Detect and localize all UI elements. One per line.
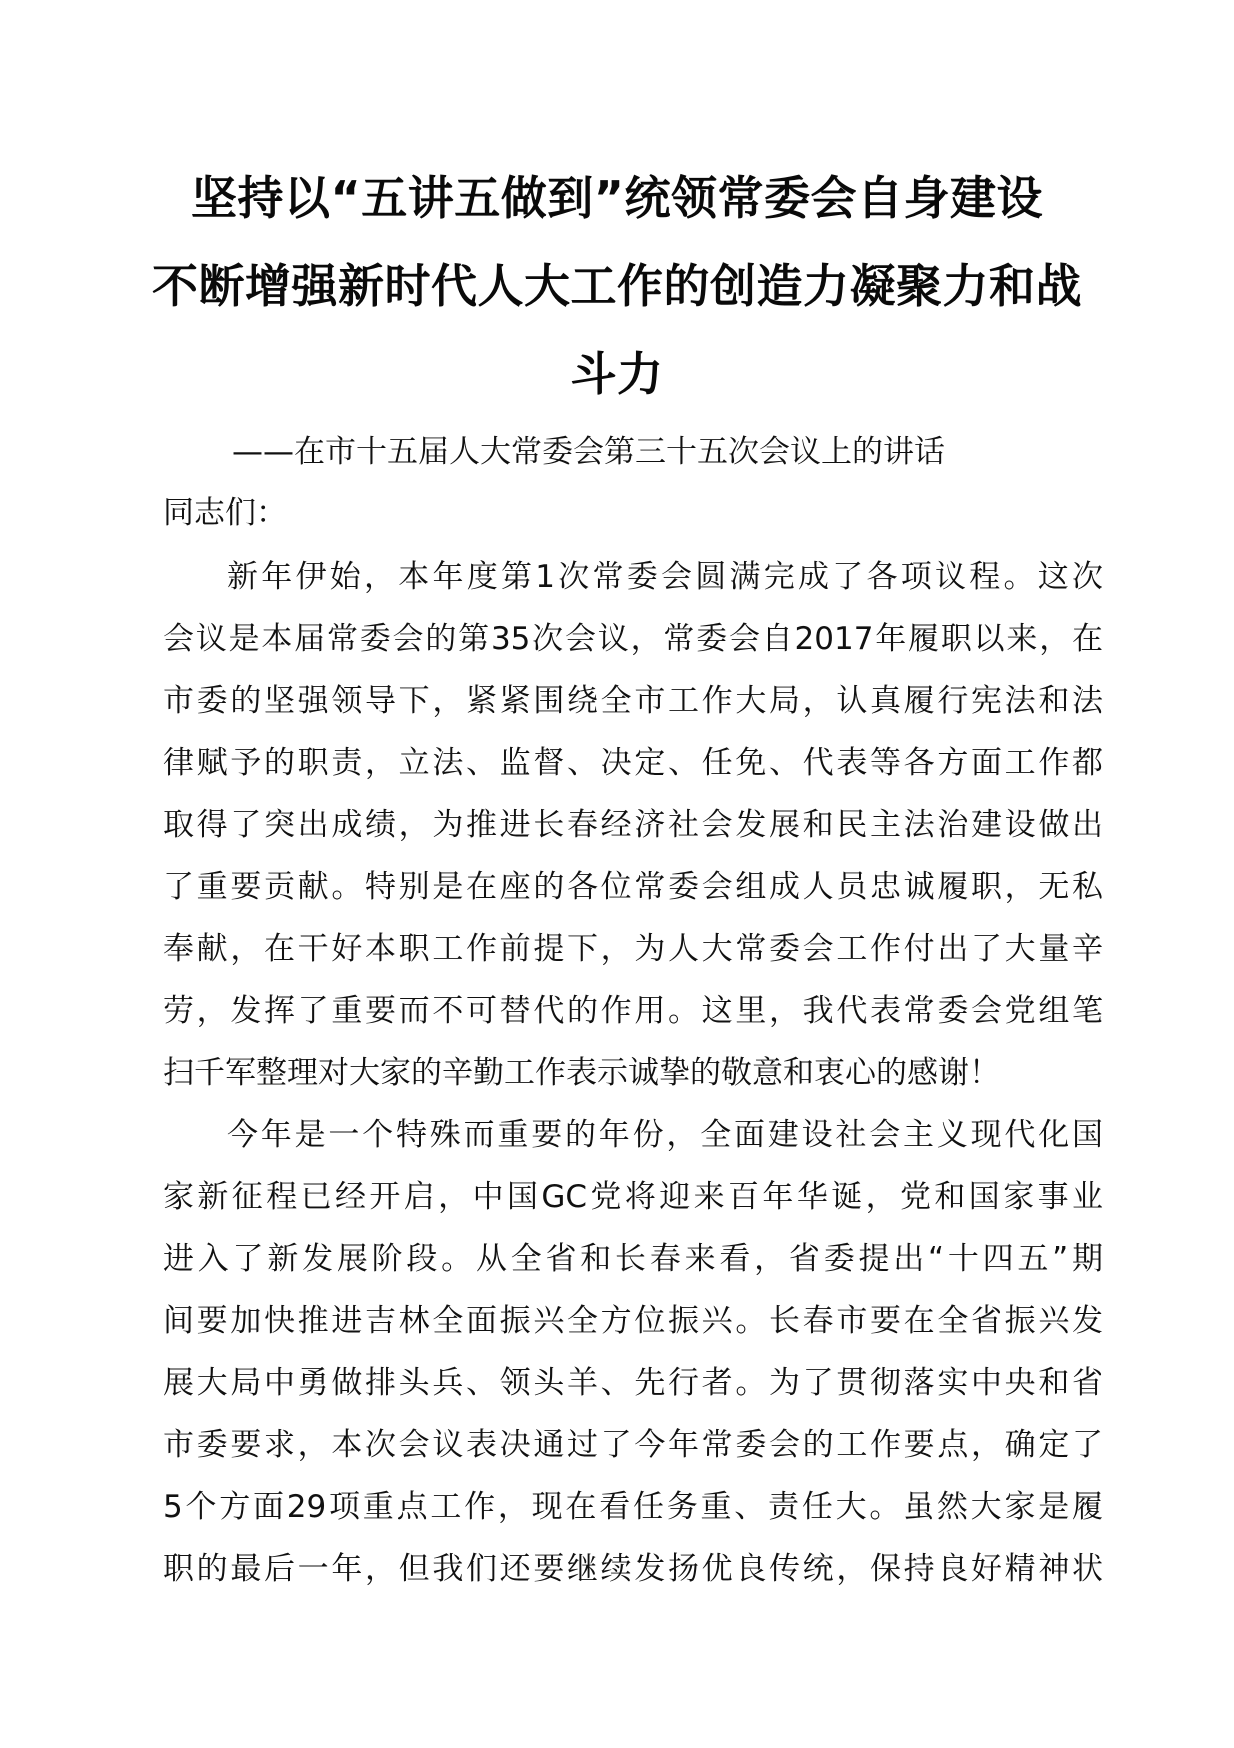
paragraph-2-line: 家新征程已经开启，中国GC党将迎来百年华诞，党和国家事业 — [163, 1179, 1103, 1215]
title-line-3: 斗力 — [570, 347, 664, 401]
paragraph-1-line: 会议是本届常委会的第35次会议，常委会自2017年履职以来，在 — [163, 621, 1103, 657]
paragraph-2-line: 5个方面29项重点工作，现在看任务重、责任大。虽然大家是履 — [163, 1489, 1103, 1525]
title-line-1: 坚持以“五讲五做到”统领常委会自身建设 — [191, 171, 1043, 225]
paragraph-2-line: 市委要求，本次会议表决通过了今年常委会的工作要点，确定了 — [163, 1427, 1103, 1463]
paragraph-1-line: 劳，发挥了重要而不可替代的作用。这里，我代表常委会党组笔 — [163, 993, 1103, 1029]
paragraph-2-line: 今年是一个特殊而重要的年份，全面建设社会主义现代化国 — [227, 1117, 1103, 1153]
paragraph-1-line: 取得了突出成绩，为推进长春经济社会发展和民主法治建设做出 — [163, 807, 1103, 843]
salutation: 同志们： — [163, 495, 287, 531]
title-line-2: 不断增强新时代人大工作的创造力凝聚力和战 — [152, 259, 1082, 313]
paragraph-1-line: 律赋予的职责，立法、监督、决定、任免、代表等各方面工作都 — [163, 745, 1103, 781]
paragraph-1-line: 新年伊始，本年度第1次常委会圆满完成了各项议程。这次 — [227, 559, 1103, 595]
paragraph-2-line: 进入了新发展阶段。从全省和长春来看，省委提出“十四五”期 — [163, 1241, 1103, 1277]
paragraph-1-line: 了重要贡献。特别是在座的各位常委会组成人员忠诚履职，无私 — [163, 869, 1103, 905]
paragraph-1-line: 扫千军整理对大家的辛勤工作表示诚挚的敬意和衷心的感谢！ — [163, 1055, 1000, 1091]
paragraph-2-line: 展大局中勇做排头兵、领头羊、先行者。为了贯彻落实中央和省 — [163, 1365, 1103, 1401]
subtitle: ——在市十五届人大常委会第三十五次会议上的讲话 — [232, 434, 945, 470]
paragraph-2-line: 职的最后一年，但我们还要继续发扬优良传统，保持良好精神状 — [163, 1551, 1103, 1587]
paragraph-1-line: 奉献，在干好本职工作前提下，为人大常委会工作付出了大量辛 — [163, 931, 1103, 967]
paragraph-2-line: 间要加快推进吉林全面振兴全方位振兴。长春市要在全省振兴发 — [163, 1303, 1103, 1339]
paragraph-1-line: 市委的坚强领导下，紧紧围绕全市工作大局，认真履行宪法和法 — [163, 683, 1103, 719]
